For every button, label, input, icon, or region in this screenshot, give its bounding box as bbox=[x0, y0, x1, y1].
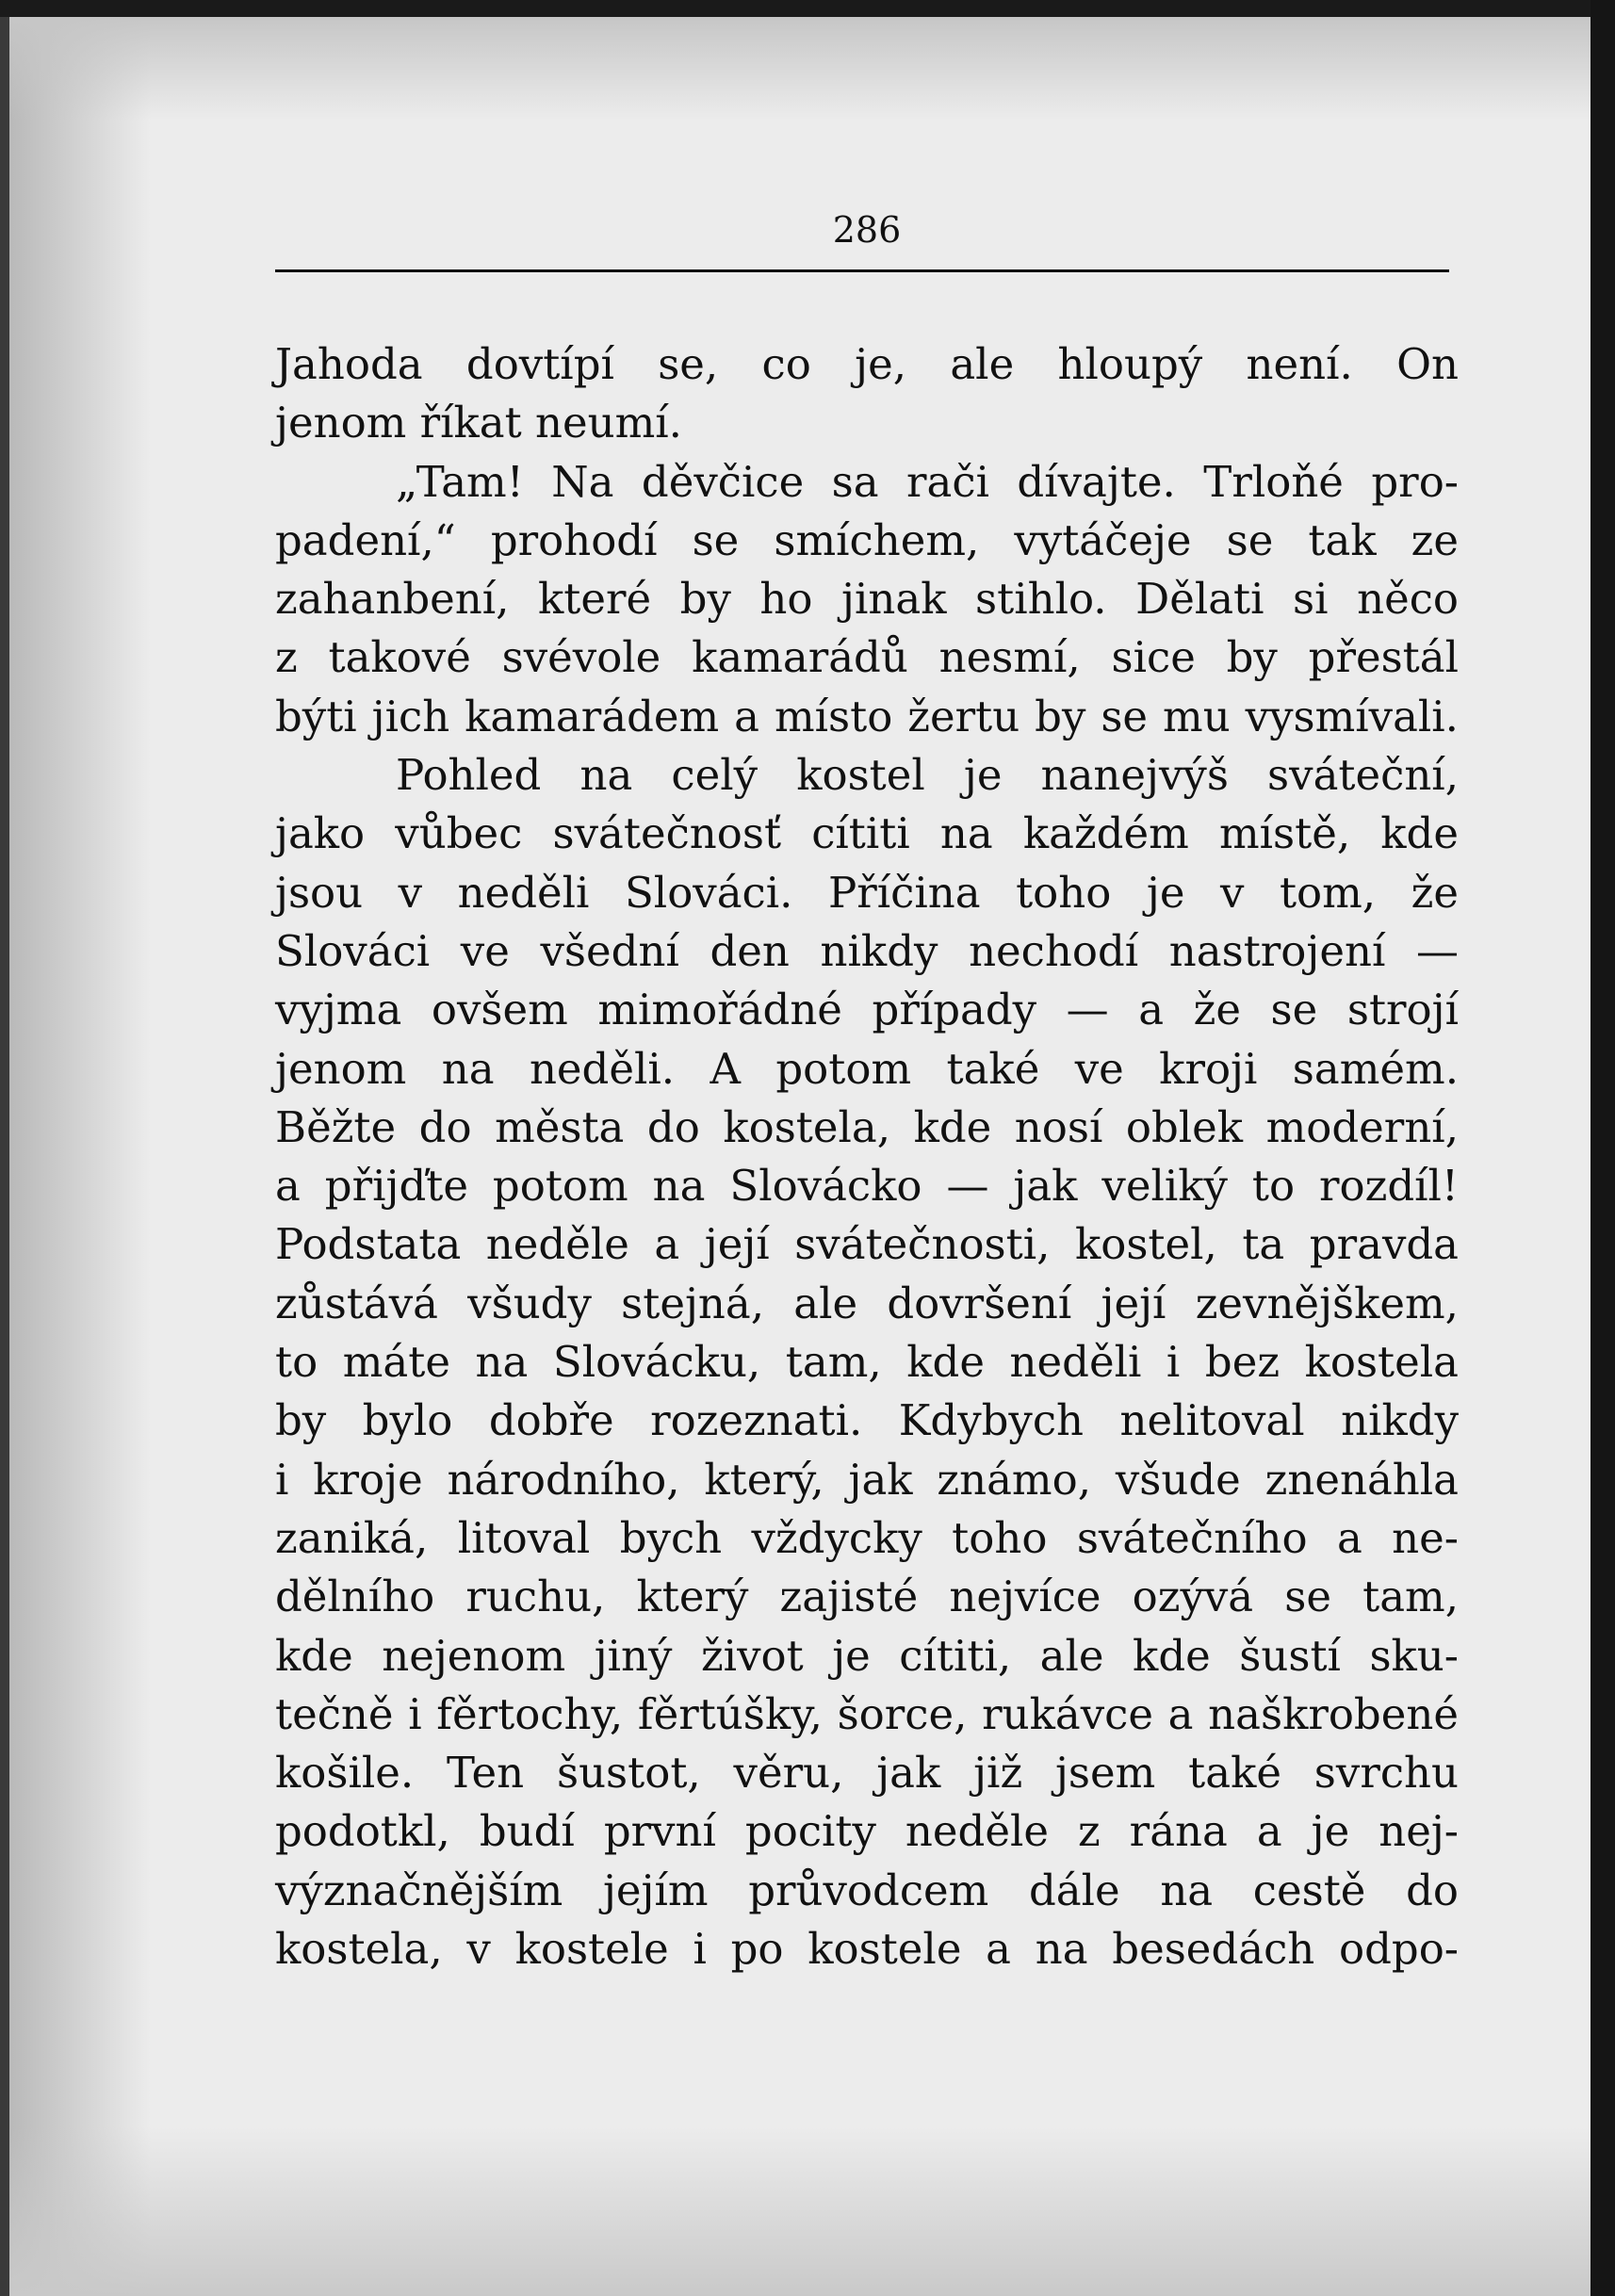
scan-edge-right bbox=[1591, 0, 1615, 2296]
text-line: význačnějším jejím průvodcem dále na cestě do bbox=[275, 1864, 1459, 1915]
scan-edge-top bbox=[0, 0, 1615, 17]
text-line: jenom říkat neumí. bbox=[275, 398, 682, 448]
text-line: jsou v neděli Slováci. Příčina toho je v tom, že bbox=[275, 867, 1459, 918]
text-line: zaniká, litoval bych vždycky toho svátečního a ne- bbox=[275, 1512, 1459, 1563]
text-line: jako vůbec svátečnosť cítiti na každém místě, kde bbox=[275, 808, 1459, 859]
text-line: Pohled na celý kostel je nanejvýš sváteční, bbox=[396, 750, 1459, 801]
text-line: košile. Ten šustot, věru, jak již jsem také svrchu bbox=[275, 1748, 1459, 1799]
body-text bbox=[275, 335, 1459, 1978]
text-line: Běžte do města do kostela, kde nosí oblek moderní, bbox=[275, 1101, 1459, 1152]
text-line: Slováci ve všední den nikdy nechodí nastrojení — bbox=[275, 925, 1459, 976]
text-line: zůstává všudy stejná, ale dovršení její zevnějškem, bbox=[275, 1278, 1459, 1328]
text-line: Jahoda dovtípí se, co je, ale hloupý není. On bbox=[275, 339, 1459, 389]
text-line: kostela, v kostele i po kostele a na besedách odpo- bbox=[275, 1924, 1459, 1975]
text-line: z takové svévole kamarádů nesmí, sice by přestál bbox=[275, 632, 1459, 683]
header-rule bbox=[275, 269, 1449, 272]
text-line: Podstata neděle a její svátečnosti, kostel, ta pravda bbox=[275, 1219, 1459, 1270]
text-line: by bylo dobře rozeznati. Kdybych nelitoval nikdy bbox=[275, 1395, 1459, 1446]
page-number: 286 bbox=[832, 209, 902, 251]
text-line: jenom na neděli. A potom také ve kroji samém. bbox=[275, 1043, 1459, 1094]
text-line: kde nejenom jiný život je cítiti, ale kde šustí sku- bbox=[275, 1630, 1459, 1681]
text-line: podotkl, budí první pocity neděle z rána a je nej- bbox=[275, 1806, 1459, 1857]
text-line: tečně i fěrtochy, fěrtúšky, šorce, rukávce a naškrobené bbox=[275, 1688, 1459, 1739]
text-line: zahanbení, které by ho jinak stihlo. Dělati si něco bbox=[275, 574, 1459, 625]
page-shadow-left bbox=[9, 17, 151, 2296]
page-shadow-bottom bbox=[9, 2126, 1591, 2296]
text-line: vyjma ovšem mimořádné případy — a že se strojí bbox=[275, 985, 1459, 1035]
scan-edge-left bbox=[0, 0, 9, 2296]
page-shadow-top bbox=[9, 17, 1591, 121]
text-line: i kroje národního, který, jak známo, všude znenáhla bbox=[275, 1454, 1459, 1505]
text-line: a přijďte potom na Slovácko — jak veliký to rozdíl! bbox=[275, 1161, 1459, 1212]
text-line: „Tam! Na děvčice sa rači dívajte. Trloňé pro- bbox=[396, 456, 1459, 507]
text-line: padení,“ prohodí se smíchem, vytáčeje se tak ze bbox=[275, 514, 1459, 565]
text-line: dělního ruchu, který zajisté nejvíce ozývá se tam, bbox=[275, 1571, 1459, 1622]
text-line: to máte na Slovácku, tam, kde neděli i bez kostela bbox=[275, 1337, 1459, 1388]
text-line: býti jich kamarádem a místo žertu by se mu vysmívali. bbox=[275, 691, 1459, 741]
